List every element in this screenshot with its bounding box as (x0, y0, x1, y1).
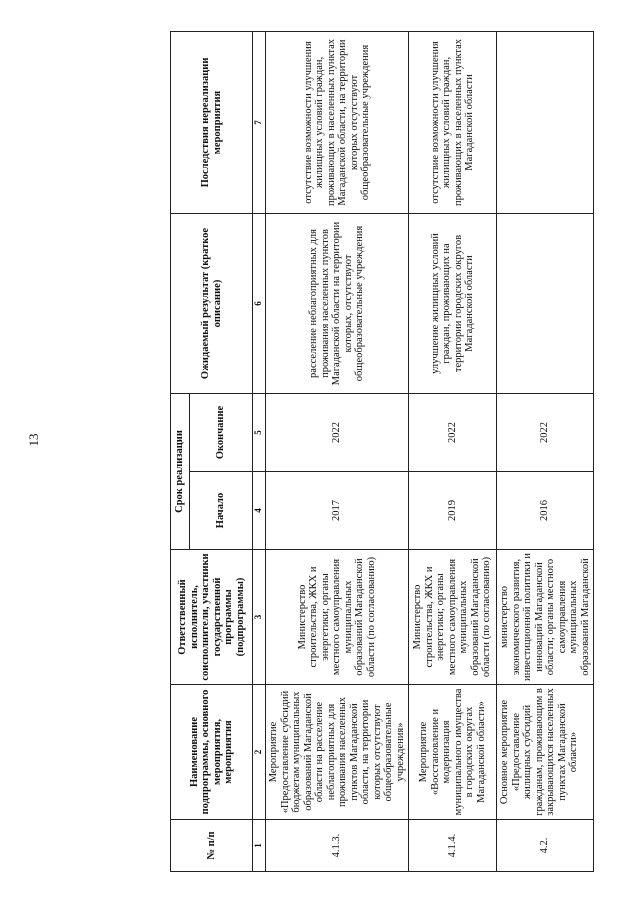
row-end: 2022 (497, 394, 594, 472)
row-num: 4.1.3. (266, 820, 409, 872)
row-end: 2022 (409, 394, 497, 472)
table-row (497, 32, 594, 872)
row-num: 4.2. (497, 820, 594, 872)
column-number: 4 (253, 472, 266, 550)
row-responsible: министерство экономического развития, инвестиционной политики и инноваций Магаданской области; органы местного самоуправления муниципальных образований Магаданской (497, 550, 594, 685)
header-consequences: Последствия нереализации мероприятия (171, 32, 253, 214)
row-start: 2016 (497, 472, 594, 550)
row-result: расселение неблагоприятных для проживания населенных пунктов Магаданской области на территории которых, отсутствуют общеобразовательные учреждения (266, 214, 409, 394)
row-name: Мероприятие «Восстановление и модернизация муниципального имущества в городских округах Магаданской области» (409, 685, 497, 820)
header-row-1 (171, 32, 190, 872)
table-row (266, 32, 409, 872)
header-end: Окончание (190, 394, 253, 472)
row-result (497, 214, 594, 394)
row-name: Основное мероприятие «Предоставление жилищных субсидий гражданам, проживающим в закрывающихся населенных пунктах Магаданской области» (497, 685, 594, 820)
header-num: № п/п (171, 820, 253, 872)
row-result: улучшение жилищных условий граждан, проживающих на территории городских округов Магаданской области (409, 214, 497, 394)
activities-table (170, 31, 594, 872)
header-period: Срок реализации (171, 394, 190, 550)
column-number: 1 (253, 820, 266, 872)
header-name: Наименование подпрограммы, основного мероприятия, мероприятия (171, 685, 253, 820)
row-num: 4.1.4. (409, 820, 497, 872)
column-number: 7 (253, 32, 266, 214)
column-number-row (253, 32, 266, 872)
column-number: 2 (253, 685, 266, 820)
header-start: Начало (190, 472, 253, 550)
column-number: 3 (253, 550, 266, 685)
table-row (409, 32, 497, 872)
row-name: Мероприятие «Предоставление субсидий бюджетам муниципальных образований Магаданской области на расселение неблагоприятных для проживания населенных пунктов Магаданской области, на территории которых отсутствуют общеобразовательные учреждения» (266, 685, 409, 820)
row-consequences: отсутствие возможности улучшения жилищных условий граждан, проживающих в населенных пунктах Магаданской области (409, 32, 497, 214)
row-consequences: отсутствие возможности улучшения жилищных условий граждан, проживающих в населенных пунктах Магаданской области, на территории которых отсутствуют общеобразовательные учреждения (266, 32, 409, 214)
row-responsible: Министерство строительства, ЖКХ и энергетики; органы местного самоуправления муниципальных образований Магаданской области (по согласованию) (409, 550, 497, 685)
column-number: 5 (253, 394, 266, 472)
header-responsible: Ответственный исполнитель, соисполнители, участники государственной программы (подпрограммы) (171, 550, 253, 685)
rotated-table-wrapper (170, 32, 591, 872)
column-number: 6 (253, 214, 266, 394)
row-end: 2022 (266, 394, 409, 472)
row-consequences (497, 32, 594, 214)
row-start: 2019 (409, 472, 497, 550)
header-result: Ожидаемый результат (краткое описание) (171, 214, 253, 394)
page-number: 13 (26, 433, 41, 447)
row-responsible: Министерство строительства, ЖКХ и энергетики; органы местного самоуправления муниципальных образований Магаданской области (по согласованию) (266, 550, 409, 685)
row-start: 2017 (266, 472, 409, 550)
